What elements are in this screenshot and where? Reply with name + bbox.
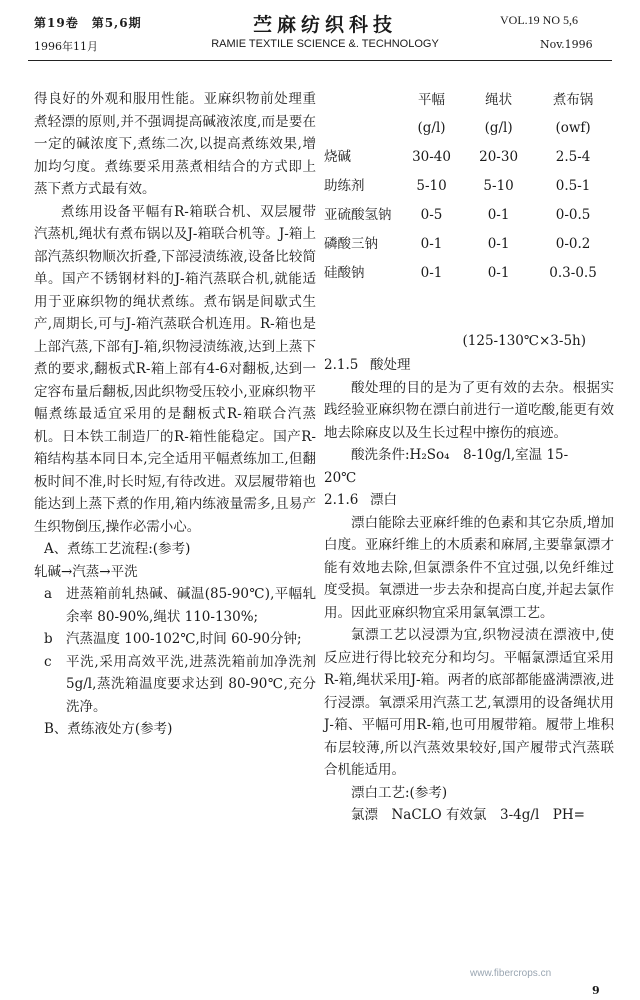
col-unit: (owf) xyxy=(555,119,591,136)
recipe-title: B、煮练液处方(参考) xyxy=(44,721,173,737)
table-cell: 5-10 xyxy=(483,178,514,195)
col-unit: (g/l) xyxy=(417,119,446,136)
table-cell: 30-40 xyxy=(412,149,451,166)
col-header: 绳状 xyxy=(485,92,513,109)
step-item xyxy=(34,628,316,651)
flow-sequence: 轧碱→汽蒸→平洗 xyxy=(34,563,138,580)
col-header: 煮布锅 xyxy=(552,92,594,109)
table-cell: 5-10 xyxy=(416,178,447,195)
chemical-name: 硅酸钠 xyxy=(324,265,365,282)
table-cell: 0-1 xyxy=(487,236,510,253)
table-row xyxy=(324,201,614,230)
table-cell: 0-1 xyxy=(420,265,443,282)
step-item xyxy=(34,583,316,628)
paragraph-chlorine: 氯漂工艺以浸漂为宜,织物浸渍在漂液中,使反应进行得比较充分和均匀。平幅氯漂适宜采用R-箱,绳状采用J-箱。两者的底部都能盛满漂液,进行浸漂。氧漂采用汽蒸工艺,氧漂用的设备绳状用J-箱、平幅可用R-箱,也可用履带箱。履带上堆积布层较薄,所以汽蒸效果较好,国产履带式汽蒸联合机能适用。 xyxy=(324,627,614,778)
journal-title-cn: 苎麻纺织科技 xyxy=(252,14,397,36)
section-title: 漂白 xyxy=(370,492,397,508)
table-cell: 0.3-0.5 xyxy=(549,265,597,282)
right-column xyxy=(324,88,614,827)
chemical-name: 烧碱 xyxy=(324,149,351,166)
page-header xyxy=(0,0,640,64)
table-cell: 0-0.2 xyxy=(555,236,591,253)
table-row xyxy=(324,230,614,259)
journal-title-en: RAMIE TEXTILE SCIENCE &. TECHNOLOGY xyxy=(211,38,439,50)
table-header-row xyxy=(324,88,614,113)
table-cell: 2.5-4 xyxy=(555,149,591,166)
chemical-name: 磷酸三钠 xyxy=(324,236,378,253)
step-text: 汽蒸温度 100-102℃,时间 60-90分钟; xyxy=(66,631,302,647)
table-cell: 0-1 xyxy=(487,207,510,224)
bleach-title: 漂白工艺:(参考) xyxy=(351,784,448,801)
recipe-condition: (125-130℃×3-5h) xyxy=(462,333,586,349)
date-cn: 1996年11月 xyxy=(34,40,98,53)
table-row xyxy=(324,172,614,201)
volume-issue: 第19卷 第5,6期 xyxy=(34,16,142,30)
left-column xyxy=(34,88,316,741)
table-cell: 20-30 xyxy=(479,149,519,166)
paragraph-intro: 得良好的外观和服用性能。亚麻织物前处理重煮轻漂的原则,并不强调提高碱液浓度,而是要在一定的碱浓度下,煮练二次,以提高煮练效果,增加均匀度。煮练要采用蒸煮相结合的方式即上蒸下煮方式最有效。 xyxy=(34,91,316,197)
date-en: Nov.1996 xyxy=(540,38,593,51)
step-text: 进蒸箱前轧热碱、碱温(85-90℃),平幅轧余率 80-90%,绳状 110-130%; xyxy=(66,586,316,625)
volume-en: VOL.19 NO 5,6 xyxy=(500,13,578,27)
chemical-name: 亚硫酸氢钠 xyxy=(324,207,392,224)
table-cell: 0-1 xyxy=(487,265,510,282)
step-mark: b xyxy=(44,631,53,647)
section-heading xyxy=(324,354,614,377)
acid-condition: 酸洗条件:H₂So₄ 8-10g/l,室温 15- xyxy=(351,447,569,463)
acid-condition-cont: 20℃ xyxy=(324,469,357,486)
paragraph-acid: 酸处理的目的是为了更有效的去杂。根据实践经验亚麻织物在漂白前进行一道吃酸,能更有效地去除麻皮以及生长过程中擦伤的痕迹。 xyxy=(324,379,614,441)
step-item xyxy=(34,651,316,719)
table-cell: 0-5 xyxy=(420,207,443,224)
paragraph-equipment: 煮练用设备平幅有R-箱联合机、双层履带汽蒸机,绳状有煮布锅以及J-箱联合机等。J-箱上部汽蒸织物顺次折叠,下部浸渍练液,设备比较简单。国产不锈钢材料的J-箱汽蒸联合机,就能适用于亚麻织物的绳状煮练。煮布锅是间歇式生产,周期长,可与J-箱汽蒸联合机连用。R-箱也是上部汽蒸,下部有J-箱,织物浸渍练液,达到上蒸下煮的要求,翻板式R-箱上部有4-6对翻板,达到一定容布量后翻板,因此织物受压较小,亚麻织物平幅煮练最适宜采用的是翻板式R-箱联合汽蒸机。日本铁工制造厂的R-箱性能稳定。国产R-箱结构基本同日本,完全适用平幅煮练加工,但翻板时间不准,时长时短,有待改进。双层履带箱也能达到上蒸下煮的作用,箱内练液量需多,且易产生织物倒压,操作必需小心。 xyxy=(34,203,316,535)
paragraph-bleach: 漂白能除去亚麻纤维的色素和其它杂质,增加白度。亚麻纤维上的木质素和麻屑,主要靠氯漂才能有效地去除,但氯漂条件不宜过强,以免纤维过度受损。氧漂进一步去杂和提高白度,并起去氯作用。因此亚麻织物宜采用氯氧漂工艺。 xyxy=(324,514,614,621)
section-number: 2.1.6 xyxy=(324,492,359,508)
recipe-table xyxy=(324,88,614,288)
table-cell: 0-0.5 xyxy=(555,207,591,224)
section-title: 酸处理 xyxy=(370,357,411,373)
col-header: 平幅 xyxy=(418,92,446,109)
step-text: 平洗,采用高效平洗,进蒸洗箱前加净洗剂 5g/l,蒸洗箱温度要求达到 80-90℃,充分洗净。 xyxy=(66,653,316,715)
section-number: 2.1.5 xyxy=(324,357,359,373)
flow-title: A、煮练工艺流程:(参考) xyxy=(44,541,191,557)
table-cell: 0.5-1 xyxy=(555,178,591,195)
bleach-line: 氯漂 NaCLO 有效氯 3-4g/l PH= xyxy=(351,807,585,823)
chemical-name: 助练剂 xyxy=(324,178,365,195)
table-cell: 0-1 xyxy=(420,236,443,253)
page-number: 9 xyxy=(592,984,600,997)
col-unit: (g/l) xyxy=(484,119,513,136)
watermark: www.fibercrops.cn xyxy=(470,968,552,979)
table-units-row xyxy=(324,113,614,143)
step-mark: a xyxy=(44,586,53,602)
step-mark: c xyxy=(44,653,52,670)
header-rule xyxy=(28,60,612,61)
table-row xyxy=(324,143,614,172)
table-row xyxy=(324,259,614,288)
section-heading xyxy=(324,489,614,512)
